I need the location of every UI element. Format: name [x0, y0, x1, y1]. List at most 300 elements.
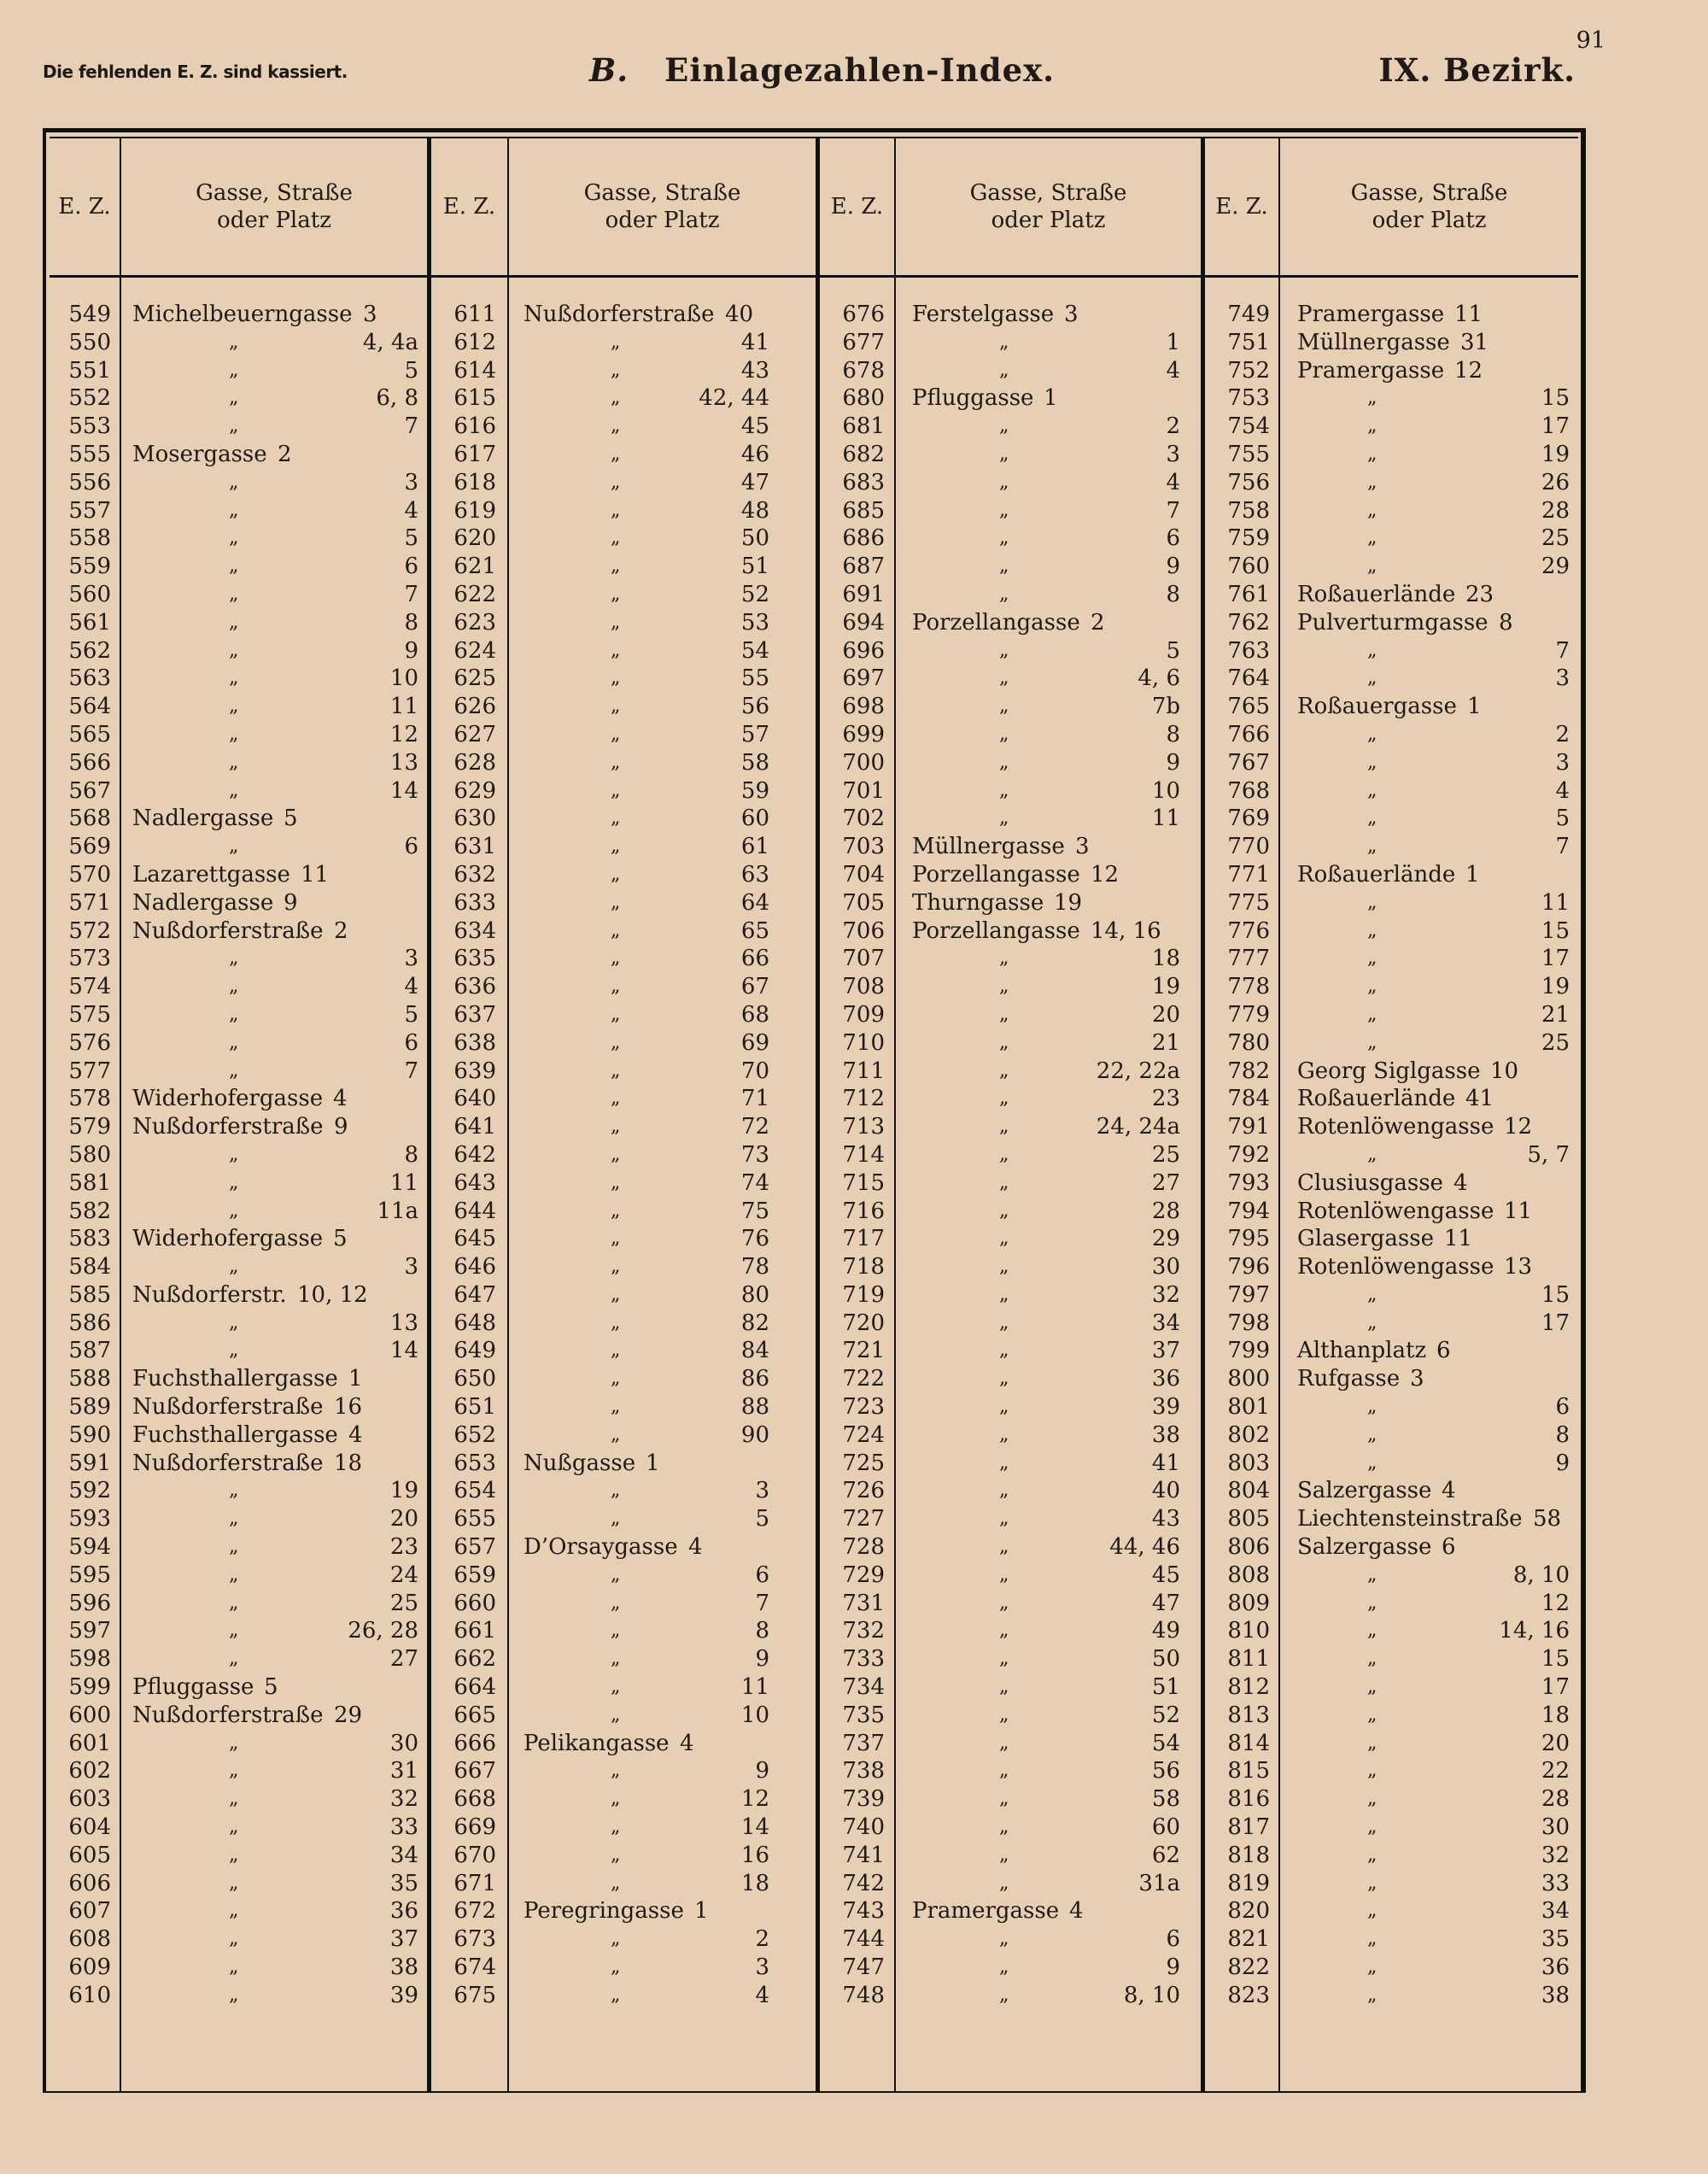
table-row: [1205, 889, 1578, 917]
table-row: [50, 1001, 427, 1029]
ditto-mark: „: [1367, 807, 1378, 829]
house-number: 63: [740, 861, 769, 888]
ez-number: 616: [453, 413, 496, 440]
house-number: 7: [1555, 637, 1570, 664]
ez-number: 792: [1227, 1141, 1270, 1168]
table-row: [820, 1814, 1201, 1842]
house-number: 32: [1151, 1281, 1180, 1308]
ez-number: 672: [453, 1898, 496, 1925]
ez-number: 604: [68, 1814, 111, 1841]
street-name: Pfluggasse: [912, 385, 1034, 412]
ditto-mark: „: [611, 527, 621, 549]
ez-number: 592: [68, 1478, 111, 1504]
table-row: [431, 861, 816, 889]
house-number: 1: [348, 1366, 363, 1392]
ez-number: 602: [68, 1758, 111, 1784]
ditto-mark: „: [999, 1563, 1009, 1585]
ez-number: 591: [68, 1450, 111, 1476]
house-number: 51: [1151, 1674, 1180, 1701]
house-number: 44, 46: [1109, 1534, 1180, 1561]
ez-number: 764: [1227, 665, 1270, 692]
house-number: 16: [740, 1842, 769, 1868]
house-number: 7b: [1151, 694, 1180, 720]
house-number: 6: [1166, 1926, 1180, 1953]
street-name: Widerhofergasse: [132, 1226, 324, 1252]
table-row: [1205, 301, 1578, 329]
page-title: [589, 51, 1055, 89]
house-number: 6: [404, 1029, 418, 1056]
ditto-mark: „: [611, 835, 621, 858]
house-number: 9: [1166, 1954, 1180, 1981]
house-number: 25: [1541, 1029, 1570, 1056]
house-number: 25: [389, 1590, 418, 1616]
ez-number: 765: [1227, 694, 1270, 720]
ditto-mark: „: [611, 1423, 621, 1445]
table-row: [50, 721, 427, 749]
table-row: [431, 1029, 816, 1058]
ez-number: 685: [842, 497, 885, 524]
house-number: 4: [1454, 1169, 1468, 1196]
ditto-mark: „: [611, 1788, 621, 1810]
table-row: [1205, 693, 1578, 721]
ez-number: 740: [842, 1814, 885, 1841]
ez-number: 581: [68, 1169, 111, 1196]
house-number: 58: [1533, 1506, 1562, 1532]
table-row: [1205, 1113, 1578, 1141]
ez-number: 587: [68, 1338, 111, 1364]
ez-number: 817: [1227, 1814, 1270, 1841]
house-number: 7: [1555, 834, 1570, 860]
ditto-mark: „: [1367, 835, 1378, 858]
house-number: 1: [646, 1450, 660, 1476]
ez-number: 562: [68, 637, 111, 664]
house-number: 12: [1454, 357, 1483, 384]
table-row: [50, 1113, 427, 1141]
ditto-mark: „: [999, 667, 1009, 689]
ditto-mark: „: [1367, 1283, 1378, 1305]
ditto-mark: „: [229, 1480, 239, 1502]
house-number: 39: [389, 1982, 418, 2008]
house-number: 76: [740, 1226, 769, 1252]
house-number: 58: [1151, 1786, 1180, 1813]
ditto-mark: „: [1367, 639, 1378, 661]
house-number: 28: [1151, 1198, 1180, 1224]
house-number: 7: [404, 413, 418, 440]
ez-number: 631: [453, 834, 496, 860]
house-number: 6: [404, 554, 418, 580]
house-number: 32: [1541, 1842, 1570, 1868]
ditto-mark: „: [1367, 1956, 1378, 1978]
ditto-mark: „: [229, 723, 239, 745]
ez-number: 577: [68, 1058, 111, 1084]
ditto-mark: „: [611, 1508, 621, 1530]
header-ez: E. Z.: [442, 193, 496, 220]
table-row: [431, 1870, 816, 1898]
street-name: Clusiusgasse: [1297, 1169, 1443, 1196]
house-number: 7: [755, 1590, 769, 1616]
ez-number: 732: [842, 1618, 885, 1644]
table-row: [431, 1253, 816, 1281]
ez-number: 629: [453, 777, 496, 804]
ditto-mark: „: [999, 583, 1009, 605]
house-number: 67: [740, 974, 769, 1000]
table-row: [1205, 805, 1578, 833]
ez-number: 718: [842, 1254, 885, 1280]
house-number: 20: [1541, 1730, 1570, 1756]
ditto-mark: „: [611, 583, 621, 605]
house-number: 3: [1064, 302, 1079, 327]
street-name: Thurngasse: [912, 889, 1044, 916]
ez-number: 619: [453, 497, 496, 524]
table-row: [820, 581, 1201, 609]
ez-number: 820: [1227, 1898, 1270, 1925]
ditto-mark: „: [611, 1283, 621, 1305]
ez-number: 664: [453, 1674, 496, 1701]
ditto-mark: „: [229, 611, 239, 633]
ez-number: 729: [842, 1562, 885, 1588]
ez-number: 717: [842, 1226, 885, 1252]
ditto-mark: „: [611, 1591, 621, 1614]
ez-number: 797: [1227, 1281, 1270, 1308]
ditto-mark: „: [229, 359, 239, 381]
house-number: 4, 6: [1138, 665, 1180, 692]
table-row: [431, 1281, 816, 1310]
ez-number: 814: [1227, 1730, 1270, 1756]
table-row: [431, 1730, 816, 1758]
ez-number: 762: [1227, 609, 1270, 636]
house-number: 8, 10: [1512, 1562, 1570, 1588]
ez-number: 754: [1227, 413, 1270, 440]
house-number: 10: [1151, 777, 1180, 804]
ez-number: 724: [842, 1421, 885, 1448]
ditto-mark: „: [611, 1171, 621, 1193]
street-name: Nußdorferstraße: [132, 1114, 324, 1140]
ditto-mark: „: [1367, 527, 1378, 549]
ditto-mark: „: [229, 1256, 239, 1278]
ez-number: 810: [1227, 1618, 1270, 1644]
house-number: 6: [404, 834, 418, 860]
ditto-mark: „: [1367, 891, 1378, 913]
house-number: 3: [1555, 665, 1570, 692]
ditto-mark: „: [229, 527, 239, 549]
ez-number: 580: [68, 1141, 111, 1168]
table-row: [1205, 1814, 1578, 1842]
table-row: [820, 1842, 1201, 1870]
ditto-mark: „: [611, 1956, 621, 1978]
table-row: [431, 524, 816, 553]
ez-number: 654: [453, 1478, 496, 1504]
ditto-mark: „: [229, 555, 239, 577]
ditto-mark: „: [1367, 1311, 1378, 1333]
house-number: 4: [404, 497, 418, 524]
ez-number: 609: [68, 1954, 111, 1981]
table-row: [820, 1982, 1201, 2010]
table-row: [431, 833, 816, 861]
ez-number: 801: [1227, 1394, 1270, 1421]
ez-number: 738: [842, 1758, 885, 1784]
ez-number: 646: [453, 1254, 496, 1280]
ez-number: 673: [453, 1926, 496, 1953]
ditto-mark: „: [1367, 1003, 1378, 1025]
table-row: [820, 1058, 1201, 1086]
table-row: [50, 665, 427, 693]
ditto-mark: „: [999, 331, 1009, 353]
table-row: [50, 1702, 427, 1730]
street-name: Nußdorferstraße: [524, 302, 715, 327]
house-number: 8: [404, 1141, 418, 1168]
house-number: 3: [1075, 834, 1090, 860]
street-name: Porzellangasse: [912, 609, 1080, 636]
ez-number: 687: [842, 554, 885, 580]
ez-number: 759: [1227, 525, 1270, 552]
ez-number: 653: [453, 1450, 496, 1476]
house-number: 31: [389, 1758, 418, 1784]
house-number: 20: [389, 1506, 418, 1532]
table-row: [431, 1925, 816, 1954]
ez-number: 600: [68, 1702, 111, 1728]
table-row: [50, 1925, 427, 1954]
ez-number: 726: [842, 1478, 885, 1504]
ditto-mark: „: [229, 1816, 239, 1838]
ez-number: 691: [842, 581, 885, 607]
ez-number: 641: [453, 1114, 496, 1140]
house-number: 37: [1151, 1338, 1180, 1364]
table-row: [1205, 1505, 1578, 1533]
house-number: 17: [1541, 946, 1570, 972]
table-row: [50, 1870, 427, 1898]
ditto-mark: „: [1367, 499, 1378, 521]
house-number: 3: [363, 302, 377, 327]
house-number: 26, 28: [348, 1618, 418, 1644]
table-row: [820, 553, 1201, 581]
house-number: 62: [1151, 1842, 1180, 1868]
table-row: [820, 609, 1201, 637]
ez-number: 571: [68, 889, 111, 916]
house-number: 1: [1465, 861, 1480, 888]
ditto-mark: „: [999, 976, 1009, 998]
ditto-mark: „: [999, 1143, 1009, 1165]
house-number: 20: [1151, 1001, 1180, 1028]
house-number: 8: [1555, 1421, 1570, 1448]
table-row: [1205, 1785, 1578, 1814]
table-row: [1205, 1730, 1578, 1758]
table-row: [50, 1477, 427, 1505]
ez-number: 647: [453, 1281, 496, 1308]
ditto-mark: „: [229, 1031, 239, 1053]
table-row: [1205, 1310, 1578, 1338]
ez-number: 723: [842, 1394, 885, 1421]
house-number: 23: [1151, 1086, 1180, 1112]
ez-number: 578: [68, 1086, 111, 1112]
house-number: 40: [725, 302, 754, 327]
table-row: [820, 1393, 1201, 1421]
ez-number: 775: [1227, 889, 1270, 916]
ez-number: 710: [842, 1029, 885, 1056]
table-row: [1205, 637, 1578, 665]
house-number: 47: [1151, 1590, 1180, 1616]
table-row: [820, 469, 1201, 497]
house-number: 38: [389, 1954, 418, 1981]
ditto-mark: „: [611, 639, 621, 661]
house-number: 4: [1166, 357, 1180, 384]
house-number: 25: [1151, 1141, 1180, 1168]
ez-number: 821: [1227, 1926, 1270, 1953]
ditto-mark: „: [999, 1228, 1009, 1250]
table-row: [1205, 1058, 1578, 1086]
table-row: [820, 1673, 1201, 1702]
ditto-mark: „: [1367, 1648, 1378, 1670]
house-number: 3: [1555, 749, 1570, 776]
house-number: 11: [740, 1674, 769, 1701]
table-row: [50, 1645, 427, 1673]
ditto-mark: „: [1367, 1928, 1378, 1950]
house-number: 15: [1541, 385, 1570, 412]
ditto-mark: „: [229, 1143, 239, 1165]
ez-number: 696: [842, 637, 885, 664]
house-number: 38: [1151, 1421, 1180, 1448]
house-number: 22: [1541, 1758, 1570, 1784]
ez-number: 566: [68, 749, 111, 776]
ez-number: 610: [68, 1982, 111, 2008]
table-row: [431, 749, 816, 777]
ditto-mark: „: [1367, 1620, 1378, 1642]
ez-number: 823: [1227, 1982, 1270, 2008]
table-row: [820, 749, 1201, 777]
table-row: [50, 1198, 427, 1226]
ez-number: 667: [453, 1758, 496, 1784]
house-number: 4: [1166, 469, 1180, 495]
ditto-mark: „: [229, 387, 239, 409]
index-column-4: [1205, 301, 1578, 2010]
house-number: 5: [264, 1674, 278, 1701]
ez-number: 607: [68, 1898, 111, 1925]
street-name: Nußdorferstraße: [132, 917, 324, 944]
table-row: [50, 917, 427, 946]
table-row: [820, 665, 1201, 693]
ez-number: 620: [453, 525, 496, 552]
house-number: 2: [755, 1926, 769, 1953]
ditto-mark: „: [999, 442, 1009, 465]
ez-number: 794: [1227, 1198, 1270, 1224]
house-number: 29: [334, 1702, 363, 1728]
house-number: 88: [740, 1394, 769, 1421]
ditto-mark: „: [229, 1508, 239, 1530]
street-name: Pulverturmgasse: [1297, 609, 1489, 636]
house-number: 5: [1555, 806, 1570, 832]
ditto-mark: „: [999, 1676, 1009, 1698]
ez-number: 716: [842, 1198, 885, 1224]
table-row: [1205, 581, 1578, 609]
house-number: 1: [694, 1898, 709, 1925]
ez-number: 766: [1227, 721, 1270, 747]
ditto-mark: „: [999, 639, 1009, 661]
house-number: 50: [1151, 1646, 1180, 1673]
table-row: [431, 1505, 816, 1533]
ez-number: 638: [453, 1029, 496, 1056]
house-number: 47: [740, 469, 769, 495]
house-number: 7: [1166, 497, 1180, 524]
ez-number: 648: [453, 1310, 496, 1336]
table-row: [820, 1533, 1201, 1562]
header-street-line2: oder Platz: [991, 207, 1106, 233]
ez-number: 596: [68, 1590, 111, 1616]
ditto-mark: „: [999, 1116, 1009, 1138]
ditto-mark: „: [999, 1928, 1009, 1950]
house-number: 4: [1555, 777, 1570, 804]
table-row: [50, 1842, 427, 1870]
ez-number: 651: [453, 1394, 496, 1421]
ditto-mark: „: [1367, 1872, 1378, 1894]
house-number: 4: [680, 1730, 694, 1756]
ditto-mark: „: [1367, 1843, 1378, 1866]
ez-number: 570: [68, 861, 111, 888]
ditto-mark: „: [1367, 471, 1378, 493]
ez-number: 735: [842, 1702, 885, 1728]
ditto-mark: „: [999, 1339, 1009, 1362]
ez-number: 627: [453, 721, 496, 747]
ez-number: 655: [453, 1506, 496, 1532]
house-number: 41: [740, 329, 769, 355]
ez-number: 708: [842, 974, 885, 1000]
table-row: [820, 889, 1201, 917]
ez-number: 686: [842, 525, 885, 552]
table-row: [820, 833, 1201, 861]
house-number: 2: [334, 917, 348, 944]
ez-number: 701: [842, 777, 885, 804]
ez-number: 780: [1227, 1029, 1270, 1056]
table-row: [50, 301, 427, 329]
ez-number: 670: [453, 1842, 496, 1868]
ditto-mark: „: [611, 1620, 621, 1642]
ditto-mark: „: [229, 1928, 239, 1950]
ditto-mark: „: [229, 1760, 239, 1782]
ez-number: 621: [453, 554, 496, 580]
ez-number: 601: [68, 1730, 111, 1756]
table-row: [1205, 1954, 1578, 1982]
table-row: [1205, 329, 1578, 357]
table-row: [50, 329, 427, 357]
ez-number: 559: [68, 554, 111, 580]
house-number: 82: [740, 1310, 769, 1336]
ez-number: 705: [842, 889, 885, 916]
table-row: [820, 1954, 1201, 1982]
house-number: 8: [1499, 609, 1513, 636]
ditto-mark: „: [611, 1339, 621, 1362]
ditto-mark: „: [999, 1872, 1009, 1894]
ditto-mark: „: [611, 976, 621, 998]
house-number: 5: [333, 1226, 348, 1252]
house-number: 5: [404, 525, 418, 552]
table-row: [820, 1029, 1201, 1058]
table-row: [431, 1590, 816, 1618]
ditto-mark: „: [1367, 1816, 1378, 1838]
ditto-mark: „: [611, 667, 621, 689]
ez-number: 712: [842, 1086, 885, 1112]
ditto-mark: „: [229, 331, 239, 353]
ditto-mark: „: [229, 976, 239, 998]
index-column-1: [50, 301, 427, 2010]
ez-number: 644: [453, 1198, 496, 1224]
table-row: [1205, 833, 1578, 861]
ditto-mark: „: [229, 1563, 239, 1585]
ez-number: 753: [1227, 385, 1270, 412]
table-row: [431, 1310, 816, 1338]
ez-number: 614: [453, 357, 496, 384]
street-name: Nußdorferstraße: [132, 1702, 324, 1728]
house-number: 71: [740, 1086, 769, 1112]
table-row: [431, 1337, 816, 1365]
ditto-mark: „: [229, 1732, 239, 1754]
